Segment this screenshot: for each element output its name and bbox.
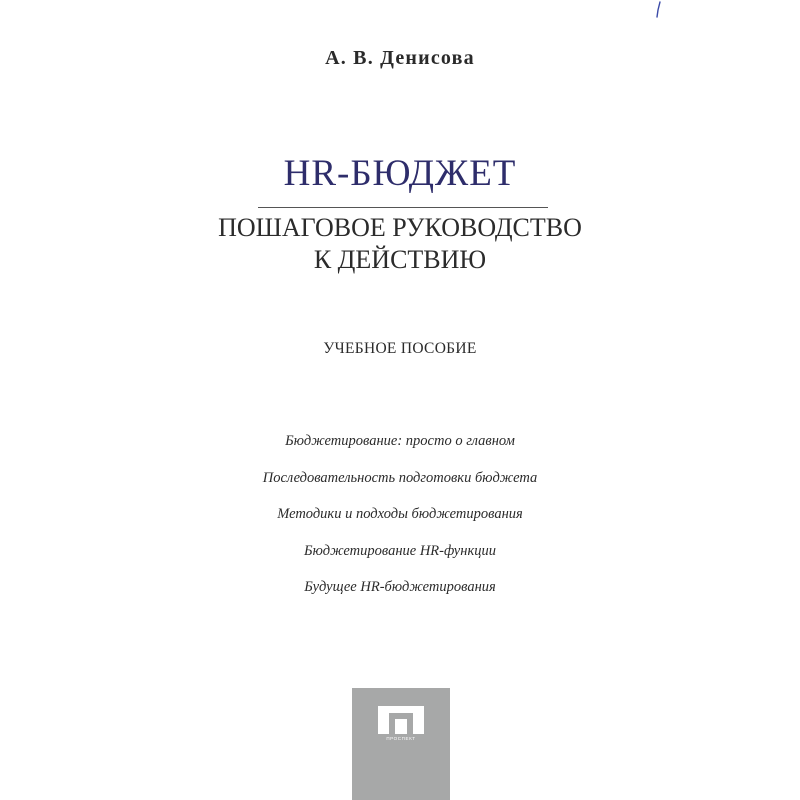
feature-item: Будущее HR-бюджетирования [304, 579, 496, 595]
publication-type: УЧЕБНОЕ ПОСОБИЕ [323, 340, 477, 357]
publisher-logo-icon [378, 706, 424, 734]
title-divider [258, 207, 548, 208]
publisher-name: ПРОСПЕКТ [386, 736, 416, 741]
author-name: А. В. Денисова [325, 47, 475, 69]
feature-item: Бюджетирование HR-функции [304, 542, 496, 559]
subtitle-line-2: К ДЕЙСТВИЮ [313, 245, 487, 274]
features-list [0, 429, 800, 612]
pen-mark [648, 0, 668, 22]
feature-item: Методики и подходы бюджетирования [277, 506, 523, 522]
book-subtitle [0, 212, 800, 276]
publisher-logo [352, 688, 450, 800]
feature-item: Последовательность подготовки бюджета [262, 469, 538, 486]
feature-item: Бюджетирование: просто о главном [285, 433, 515, 449]
subtitle-line-1: ПОШАГОВОЕ РУКОВОДСТВО [218, 213, 582, 242]
book-title: HR-БЮДЖЕТ [283, 153, 517, 194]
